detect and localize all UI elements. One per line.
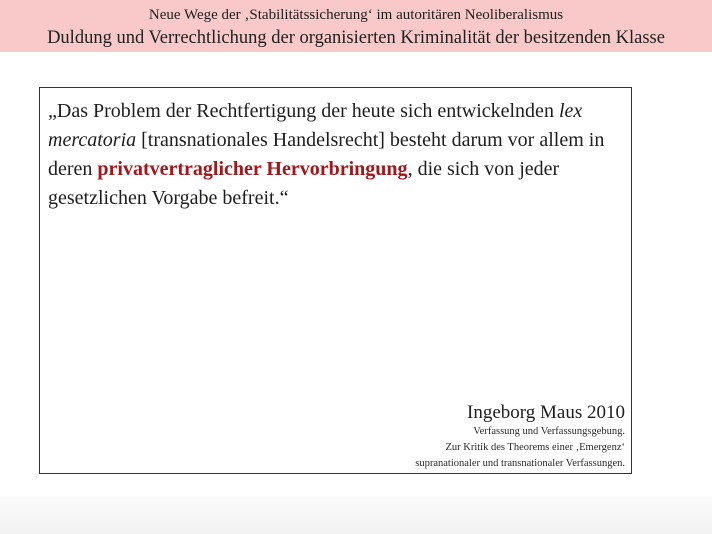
quote-part-1: „Das Problem der Rechtfertigung der heute sich entwickelnden [48,100,559,122]
citation-ref-line-1: Verfassung und Verfassungsgebung. [473,426,625,437]
citation-author: Ingeborg Maus 2010 [467,402,625,423]
quote-part-2: [transnationales Handelsrecht] besteht darum vor allem in deren [48,129,605,180]
slide-header [0,0,712,52]
quote-italic-term: lex mercatoria [48,100,583,151]
footer-bar [0,497,712,534]
citation-ref-line-2: Zur Kritik des Theorems einer ‚Emergenz‘ [445,442,625,453]
citation [415,401,625,472]
quote-part-3: , die sich von jeder gesetzlichen Vorgabe befreit.“ [48,158,560,209]
quote-box [39,87,632,474]
citation-ref-line-3: supranationaler und transnationaler Verfassungen. [415,458,625,469]
header-title: Duldung und Verrechtlichung der organisierten Kriminalität der besitzenden Klasse [47,28,665,48]
quote-highlight: privatvertraglicher Hervorbringung [97,158,408,180]
header-subtitle: Neue Wege der ‚Stabilitätssicherung‘ im autoritären Neoliberalismus [148,7,564,23]
quote-text [48,97,623,213]
